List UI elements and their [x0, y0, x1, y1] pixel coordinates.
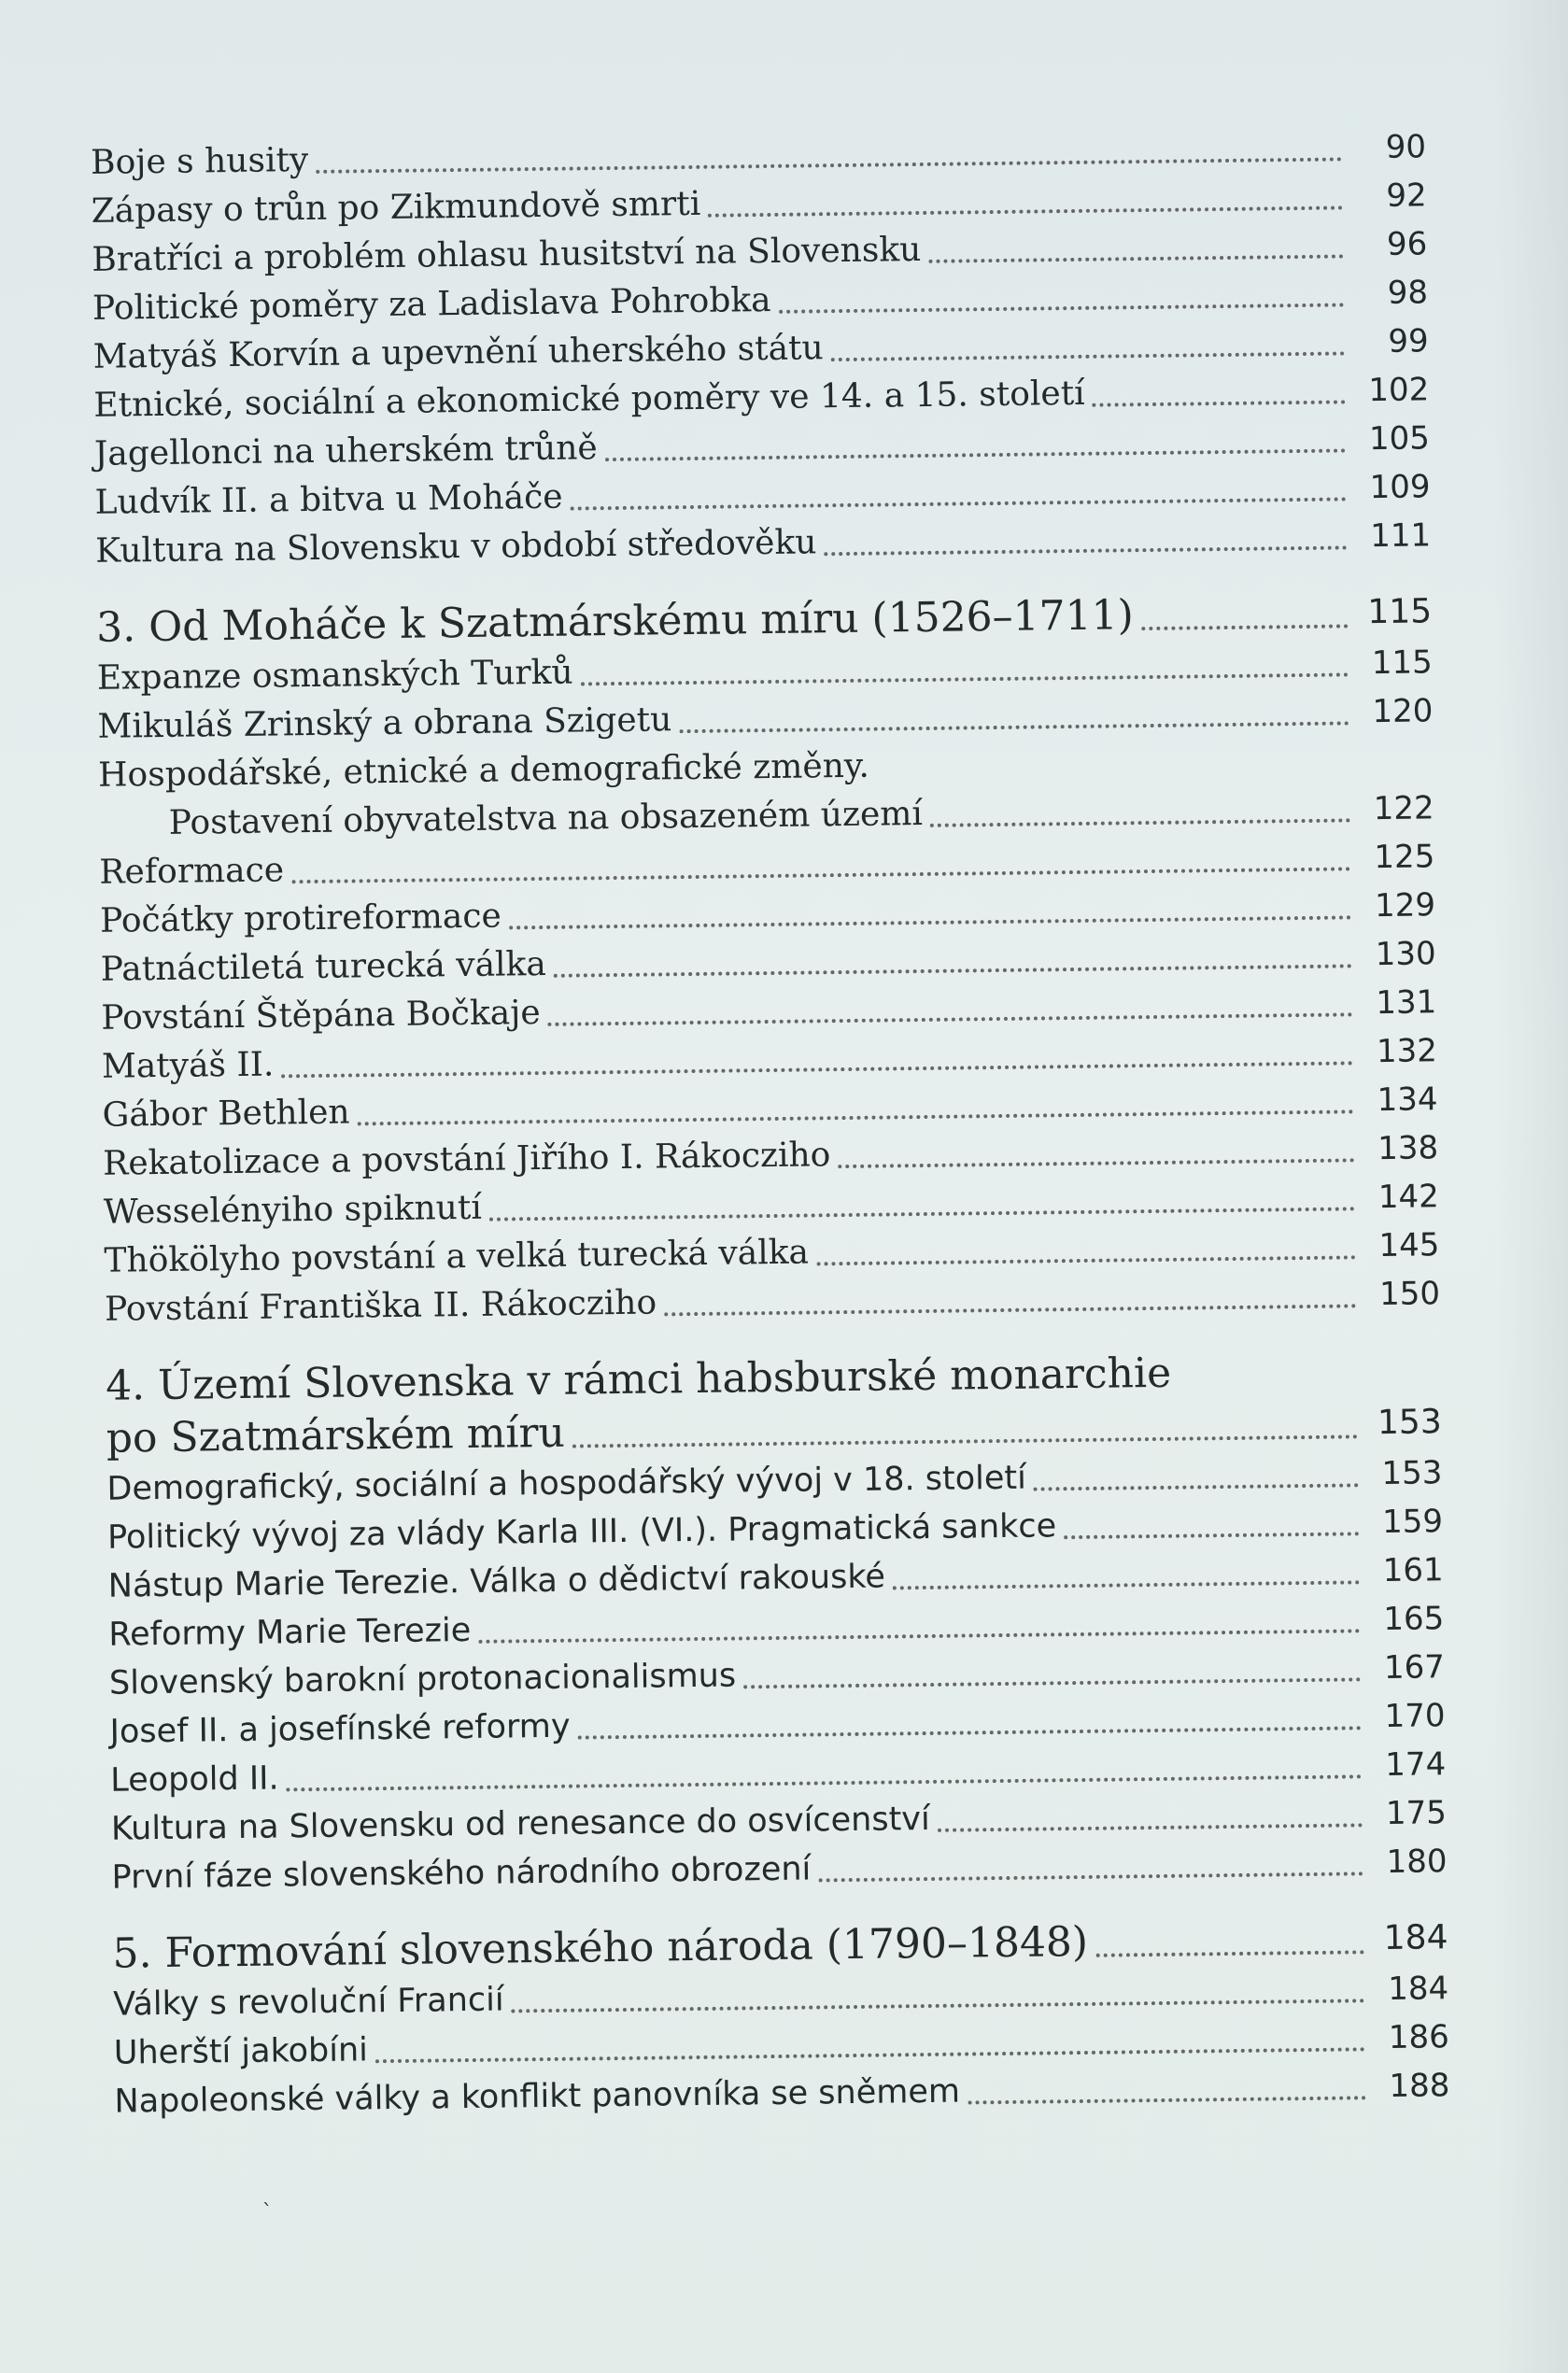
toc-entry-label: Gábor Bethlen	[102, 1093, 350, 1135]
toc-entry-page: 134	[1377, 1081, 1438, 1120]
chapter-page: 115	[1367, 592, 1433, 632]
toc-entry-page: 153	[1381, 1454, 1443, 1493]
dot-leader	[548, 1011, 1353, 1026]
dot-leader	[287, 1773, 1363, 1791]
chapter-title-line-2: po Szatmárském míru	[106, 1408, 566, 1462]
toc-entry-label: Hospodářské, etnické a demografické změny.	[97, 746, 870, 795]
toc-entry-label: Kultura na Slovensku od renesance do osvícenství	[110, 1800, 930, 1848]
toc-entry-page: 188	[1389, 2067, 1450, 2105]
dot-leader	[1093, 399, 1346, 406]
toc-entry-label: Demografický, sociální a hospodářský vývoj v 18. století	[106, 1459, 1027, 1508]
toc-entry-page: 138	[1377, 1129, 1439, 1168]
toc-entry-label: Kultura na Slovensku v období středověku	[94, 523, 817, 571]
toc-entry-label: Povstání Štěpána Bočkaje	[101, 994, 541, 1038]
dot-leader	[581, 671, 1349, 685]
chapter-title-line-1: 4. Území Slovenska v rámci habsburské monarchie	[105, 1349, 1172, 1410]
dot-leader	[554, 963, 1352, 977]
toc-entry-page: 150	[1378, 1275, 1441, 1314]
toc-section-3	[96, 586, 1440, 1334]
toc-entry-page: 130	[1375, 935, 1436, 974]
toc-entry-page: 98	[1387, 274, 1429, 312]
toc-entry-label: Thökölyho povstání a velká turecká válka	[104, 1233, 810, 1280]
dot-leader	[358, 1109, 1354, 1125]
toc-entry-page: 170	[1384, 1697, 1446, 1736]
toc-entry-label: Boje s husity	[90, 140, 309, 182]
dot-leader	[316, 156, 1342, 173]
toc-entry-page: 165	[1383, 1600, 1445, 1639]
toc-entry-label: Povstání Františka II. Rákocziho	[104, 1283, 657, 1329]
toc-entry-page: 131	[1376, 983, 1437, 1023]
dot-leader	[938, 1822, 1363, 1832]
chapter-title: 5. Formování slovenského národa (1790–1848)	[112, 1917, 1089, 1978]
toc-entry-page: 111	[1369, 516, 1432, 556]
toc-entry-page: 92	[1386, 177, 1427, 215]
dot-leader	[818, 1871, 1363, 1882]
toc-entry-label: Mikuláš Zrinský a obrana Szigetu	[97, 700, 672, 746]
toc-entry-label: Zápasy o trůn po Zikmundově smrti	[91, 184, 701, 231]
toc-entry-page: 96	[1386, 225, 1428, 263]
dot-leader	[928, 253, 1343, 262]
ink-speck: ˋ	[261, 2200, 274, 2225]
page-edge-shadow	[1493, 0, 1568, 2373]
toc-entry-page: 109	[1369, 468, 1431, 507]
dot-leader	[743, 1676, 1361, 1688]
dot-leader	[1034, 1482, 1359, 1490]
toc-entry-label: Války s revoluční Francií	[112, 1981, 504, 2024]
toc-entry-label: Expanze osmanských Turků	[96, 653, 573, 698]
toc-entry-label: Nástup Marie Terezie. Válka o dědictví rakouské	[107, 1558, 886, 1605]
dot-leader	[605, 447, 1346, 461]
dot-leader	[779, 302, 1344, 313]
toc-entry-label: Napoleonské války a konflikt panovníka se sněmem	[114, 2072, 961, 2121]
dot-leader	[571, 496, 1347, 510]
toc-entry-label: Jagellonci na uherském trůně	[93, 429, 598, 473]
toc-entry-label: Patnáctiletá turecká válka	[100, 944, 547, 989]
toc-entry-page: 90	[1385, 128, 1427, 166]
toc-entry-label: Rekatolizace a povstání Jiřího I. Rákocziho	[102, 1136, 831, 1183]
dot-leader	[831, 350, 1345, 361]
toc-entry-label: První fáze slovenského národního obrození	[111, 1850, 812, 1897]
toc-entry-page: 145	[1378, 1226, 1440, 1265]
toc-entry-page: 180	[1386, 1843, 1448, 1882]
dot-leader	[578, 1725, 1362, 1739]
dot-leader	[679, 720, 1349, 733]
toc-entry-label: Bratříci a problém ohlasu husitství na Slovensku	[92, 230, 922, 279]
toc-entry-label: Slovenský barokní protonacionalismus	[108, 1657, 737, 1702]
toc-entry-label: Wesselényiho spiknutí	[103, 1188, 483, 1232]
toc-entry-page: 105	[1368, 419, 1431, 459]
toc-entry-page: 125	[1374, 838, 1435, 877]
dot-leader	[1095, 1949, 1363, 1957]
toc-entry-label: Josef II. a josefínské reformy	[109, 1707, 571, 1751]
dot-leader	[664, 1303, 1356, 1316]
chapter-title: 3. Od Moháče k Szatmárskému míru (1526–1711)	[95, 591, 1135, 652]
toc-entry-label: Postavení obyvatelstva na obsazeném území	[168, 794, 924, 842]
dot-leader	[838, 1157, 1354, 1168]
dot-leader	[375, 2046, 1365, 2063]
toc-entry-page: 120	[1372, 692, 1434, 731]
toc-entry-page: 132	[1376, 1032, 1438, 1071]
table-of-contents	[91, 122, 1450, 2152]
dot-leader	[825, 544, 1348, 556]
dot-leader	[968, 2095, 1365, 2104]
toc-entry-page: 175	[1385, 1794, 1448, 1833]
dot-leader	[816, 1254, 1355, 1265]
chapter-page: 184	[1383, 1918, 1448, 1958]
dot-leader	[489, 1206, 1355, 1221]
dot-leader	[509, 914, 1351, 929]
toc-entry-label: Počátky protireformace	[99, 897, 502, 940]
toc-entry-page: 159	[1381, 1503, 1444, 1542]
dot-leader	[930, 817, 1350, 826]
toc-section-2-tail	[91, 122, 1432, 575]
dot-leader	[708, 205, 1343, 217]
toc-entry-page: 167	[1383, 1648, 1446, 1688]
toc-entry-page: 142	[1377, 1178, 1440, 1217]
dot-leader	[281, 1060, 1353, 1078]
toc-entry-label: Politické poměry za Ladislava Pohrobka	[92, 280, 771, 328]
toc-entry-label: Leopold II.	[110, 1759, 279, 1800]
toc-section-4	[106, 1344, 1448, 1901]
toc-entry-page: 186	[1388, 2018, 1450, 2056]
toc-entry-label: Reformy Marie Terezie	[108, 1611, 472, 1654]
toc-entry-label: Ludvík II. a bitva u Moháče	[94, 477, 563, 522]
dot-leader	[572, 1434, 1358, 1448]
toc-section-5	[112, 1912, 1449, 2126]
toc-entry-label: Matyáš Korvín a upevnění uherského státu	[92, 329, 824, 376]
toc-entry-page: 99	[1388, 322, 1429, 360]
toc-entry-page: 102	[1368, 371, 1430, 410]
toc-entry-page: 129	[1374, 886, 1436, 925]
toc-entry-label: Matyáš II.	[101, 1045, 275, 1086]
toc-entry-page: 174	[1385, 1745, 1447, 1785]
toc-entry-page: 184	[1387, 1970, 1449, 2009]
toc-entry-label: Politický vývoj za vlády Karla III. (VI.). Pragmatická sankce	[106, 1507, 1057, 1557]
dot-leader	[291, 866, 1350, 883]
dot-leader	[1064, 1531, 1359, 1539]
dot-leader	[1141, 623, 1348, 630]
toc-entry-label: Uherští jakobíni	[113, 2031, 369, 2072]
toc-entry-label: Etnické, sociální a ekonomické poměry ve 14. a 15. století	[93, 374, 1085, 425]
toc-entry-label: Reformace	[99, 851, 285, 892]
toc-entry-page: 122	[1373, 789, 1434, 828]
dot-leader	[512, 1998, 1365, 2013]
toc-entry-page: 115	[1371, 643, 1434, 683]
dot-leader	[893, 1579, 1360, 1589]
dot-leader	[478, 1628, 1360, 1644]
toc-entry-page: 161	[1382, 1551, 1444, 1590]
chapter-page: 153	[1377, 1403, 1442, 1443]
